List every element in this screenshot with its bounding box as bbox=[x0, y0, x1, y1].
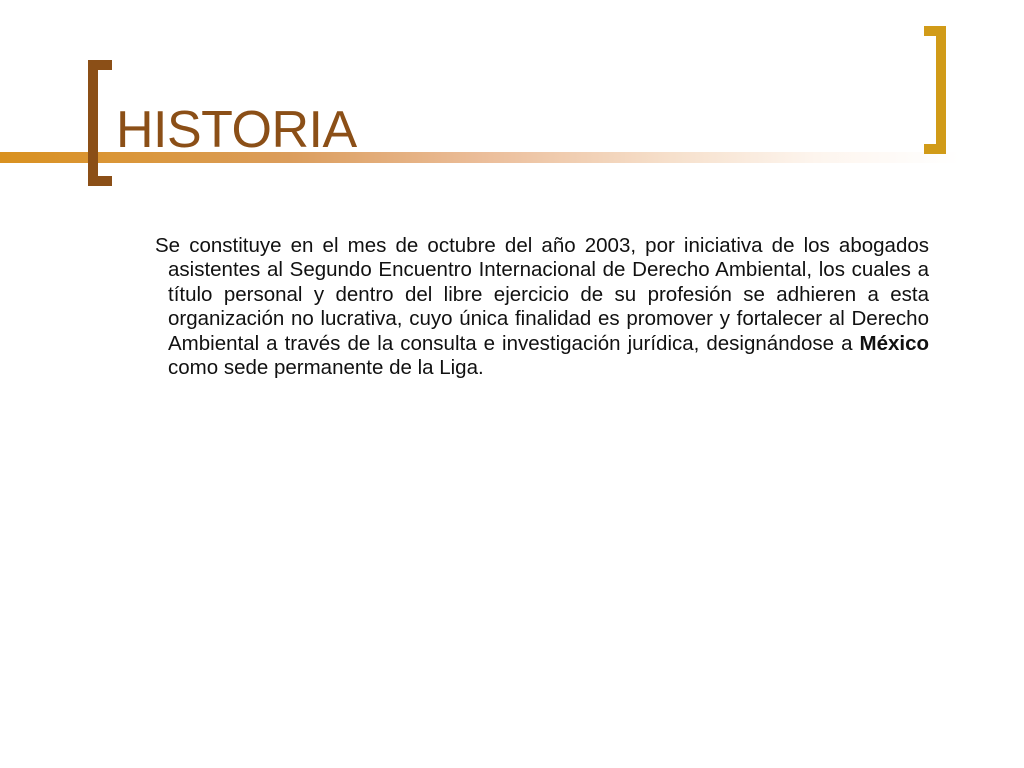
body-text-start: Se constituye en el mes de octubre del año 2003, por iniciativa de los abogados asistentes al Segundo Encuentro Internacional de Derecho Ambiental, los cuales a título personal y dentro del libre ejercicio de su profesión se adhieren a esta organización no lucrativa, cuyo única finalidad es promover y fortalecer al Derecho Ambiental a través de la consulta e investigación jurídica, designándose a bbox=[155, 234, 929, 355]
right-bracket-decoration bbox=[924, 26, 946, 154]
body-paragraph bbox=[155, 234, 929, 380]
body-text-bold: México bbox=[859, 331, 929, 355]
slide-title: HISTORIA bbox=[116, 101, 357, 159]
left-bracket-decoration bbox=[88, 60, 112, 186]
body-text-end: como sede permanente de la Liga. bbox=[168, 356, 484, 380]
